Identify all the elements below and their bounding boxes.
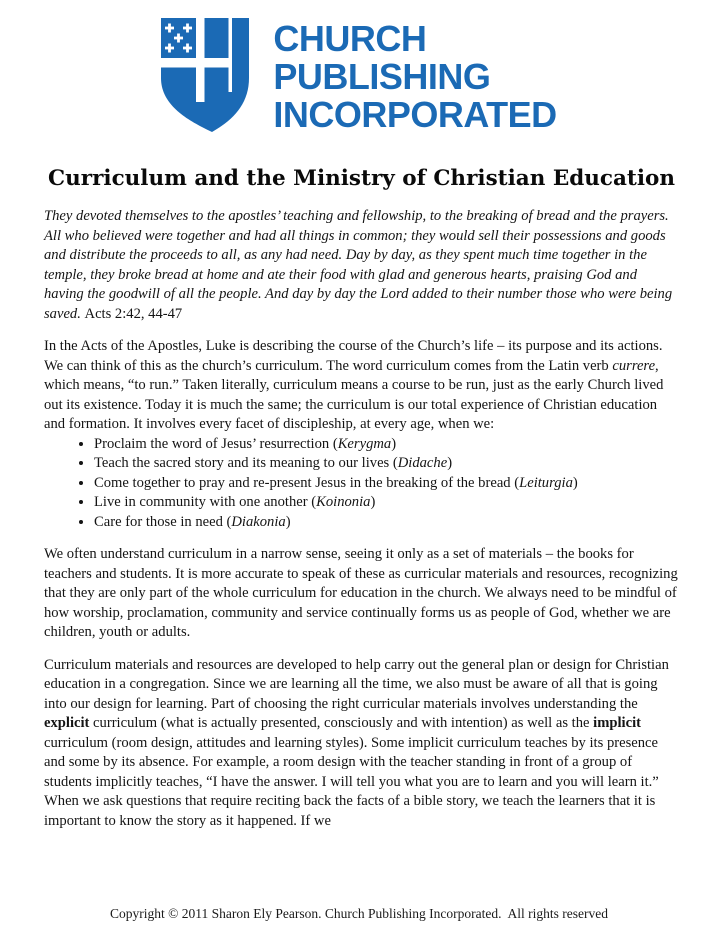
list-item <box>94 435 679 455</box>
copyright-footer: Copyright © 2011 Sharon Ely Pearson. Church Publishing Incorporated. All rights reserved <box>110 906 608 921</box>
logo-wordmark <box>273 18 556 134</box>
episcopal-shield-icon <box>161 18 249 133</box>
paragraph-3 <box>44 656 679 832</box>
greek-term: Didache <box>397 455 448 471</box>
bullet-close: ) <box>285 513 291 530</box>
bullet-close: ) <box>447 455 453 471</box>
term-explicit: explicit <box>44 715 90 731</box>
logo-line-publishing: PUBLISHING <box>273 56 491 97</box>
logo-line-church: CHURCH <box>273 18 427 59</box>
paragraph-1 <box>44 337 679 435</box>
greek-term: Koinonia <box>316 494 371 510</box>
scripture-quote <box>44 207 679 324</box>
bullet-text: Care for those in need ( <box>94 513 232 530</box>
scripture-quote-text: They devoted themselves to the apostles’ teaching and fellowship, to the breaking of bread and the prayers. All who believed were together and had all things in common; they would sell their possessions and goods and distribute the proceeds to all, as any had need. Day by day, as they spent much time together in the temple, they broke bread at home and ate their food with glad and generous hearts, praising God and having the goodwill of all the people. And day by day the Lord added to their number those who were being saved. <box>44 208 673 322</box>
list-item <box>94 454 679 474</box>
bullet-text: Teach the sacred story and its meaning to our lives ( <box>94 455 398 471</box>
bullet-close: ) <box>370 494 376 510</box>
paragraph-2: We often understand curriculum in a narrow sense, seeing it only as a set of materials – the books for teachers and students. It is more accurate to speak of these as curricular materials and resources, recognizing that they are only part of the whole curriculum for education in the church. We always need to be mindful of how worship, proclamation, community and service continually forms us as people of God, whether we are children, youth or adults. <box>44 546 678 640</box>
scripture-citation: Acts 2:42, 44-47 <box>84 305 183 322</box>
greek-term: Kerygma <box>337 435 392 452</box>
bullet-close: ) <box>572 474 578 491</box>
paragraph-3-text-cont: curriculum (what is actually presented, consciously and with intention) as well as the <box>89 715 594 731</box>
document-body <box>0 166 718 831</box>
greek-term: Leiturgia <box>519 474 573 491</box>
paragraph-3-text: Curriculum materials and resources are developed to help carry out the general plan or design for Christian education in a congregation. Since we are learning all the time, we also must be aware of all that is going into our design for learning. Part of choosing the right curricular materials involves understanding the <box>44 656 669 712</box>
church-publishing-logo <box>0 0 718 138</box>
latin-term-currere: currere <box>612 357 656 374</box>
list-item <box>94 493 679 513</box>
paragraph-1-text-cont: , which means, “to run.” Taken literally, curriculum means a course to be run, just as the early Church lived out its existence. Today it is much the same; the curriculum is our total experience of Christian education and formation. It involves every facet of discipleship, at every age, when we: <box>44 357 664 432</box>
term-implicit: implicit <box>593 715 642 731</box>
bullet-text: Proclaim the word of Jesus’ resurrection ( <box>94 435 338 452</box>
paragraph-1-text: In the Acts of the Apostles, Luke is describing the course of the Church’s life – its purpose and its actions. We can think of this as the church’s curriculum. The word curriculum comes from the Latin verb <box>44 338 663 374</box>
greek-term: Diakonia <box>231 513 286 530</box>
discipleship-facets-list <box>44 435 679 533</box>
page-title: Curriculum and the Ministry of Christian Education <box>48 166 675 191</box>
list-item <box>94 513 679 533</box>
bullet-text: Live in community with one another ( <box>94 494 317 510</box>
bullet-text: Come together to pray and re-present Jesus in the breaking of the bread ( <box>94 474 520 491</box>
bullet-close: ) <box>391 435 397 452</box>
paragraph-3-text-end: curriculum (room design, attitudes and learning styles). Some implicit curriculum teaches by its presence and some by its absence. For example, a room design with the teacher standing in front of a group of students implicitly teaches, “I have the answer. I will tell you what you are to learn and you will learn it.” When we ask questions that require reciting back the facts of a bible story, we teach the learners that it is important to know the story as it happened. If we <box>44 734 659 829</box>
list-item <box>94 474 679 494</box>
logo-line-incorporated: INCORPORATED <box>273 94 557 135</box>
